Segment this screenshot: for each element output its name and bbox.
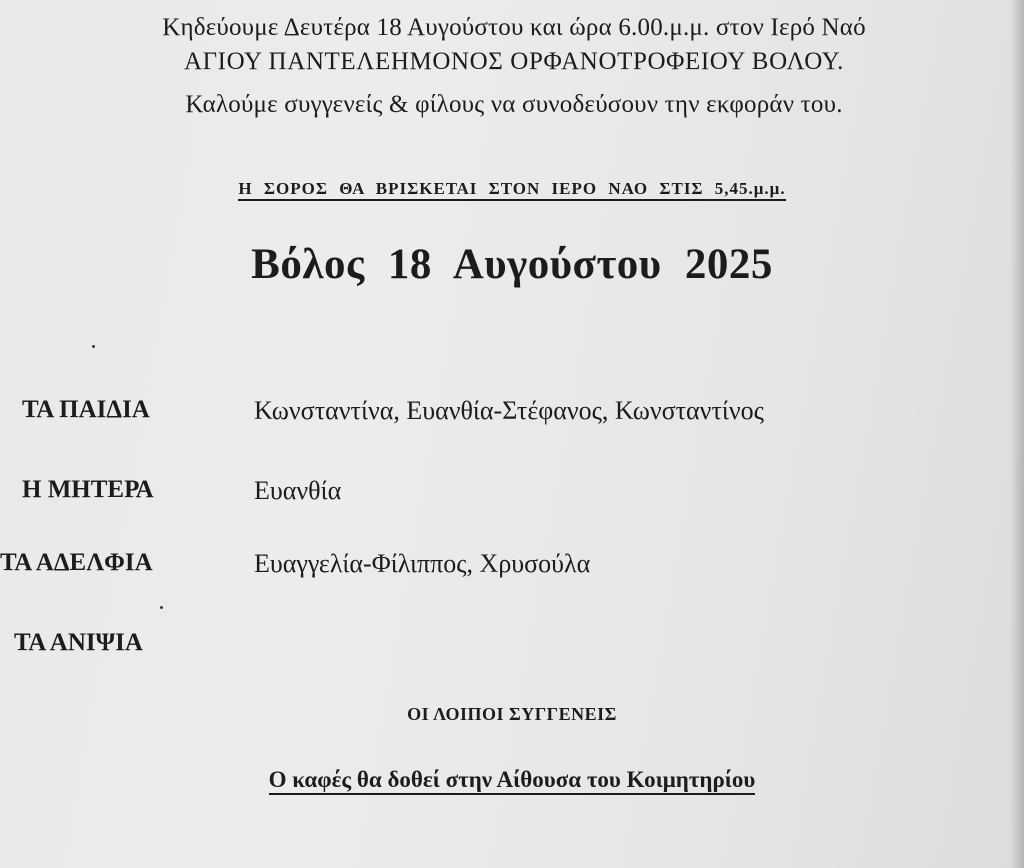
mourner-names: Κωνσταντίνα, Ευανθία-Στέφανος, Κωνσταντίνος <box>254 396 764 425</box>
mourner-label: ΤΑ ΑΝΙΨΙΑ <box>14 629 143 656</box>
mourner-label: ΤΑ ΑΔΕΛΦΙΑ <box>0 549 153 576</box>
mourner-row-siblings <box>0 549 1024 589</box>
paper-speck <box>160 606 163 609</box>
other-relatives-text: ΟΙ ΛΟΙΠΟΙ ΣΥΓΓΕΝΕΙΣ <box>407 704 617 724</box>
coffee-note <box>0 767 1024 793</box>
mourner-names: Ευανθία <box>254 476 342 505</box>
coffin-note <box>0 179 1024 199</box>
place-date-heading: Βόλος 18 Αυγούστου 2025 <box>251 241 773 288</box>
intro-line-ceremony: Κηδεύουμε Δευτέρα 18 Αυγούστου και ώρα 6.00.μ.μ. στον Ιερό Ναό <box>162 14 866 41</box>
paper-speck <box>92 345 95 348</box>
mourner-row-mother <box>0 476 1024 516</box>
paper-shadow-edge <box>1010 0 1024 868</box>
coffin-note-text: Η ΣΟΡΟΣ ΘΑ ΒΡΙΣΚΕΤΑΙ ΣΤΟΝ ΙΕΡΟ ΝΑΟ ΣΤΙΣ 5,45.μ.μ. <box>238 179 785 201</box>
mourner-label: Η ΜΗΤΕΡΑ <box>22 476 154 503</box>
other-relatives <box>0 704 1024 725</box>
mourner-names: Ευαγγελία-Φίλιππος, Χρυσούλα <box>254 549 591 578</box>
mourner-label: ΤΑ ΠΑΙΔΙΑ <box>22 396 150 423</box>
mourner-row-children <box>0 396 1024 436</box>
intro-line-church: ΑΓΙΟΥ ΠΑΝΤΕΛΕΗΜΟΝΟΣ ΟΡΦΑΝΟΤΡΟΦΕΙΟΥ ΒΟΛΟΥ. <box>183 48 845 75</box>
coffee-note-text: Ο καφές θα δοθεί στην Αίθουσα του Κοιμητηρίου <box>269 767 756 795</box>
mourner-row-nephews <box>0 629 1024 669</box>
intro-line-invitation: Καλούμε συγγενείς & φίλους να συνοδεύσουν την εκφοράν του. <box>185 91 843 118</box>
